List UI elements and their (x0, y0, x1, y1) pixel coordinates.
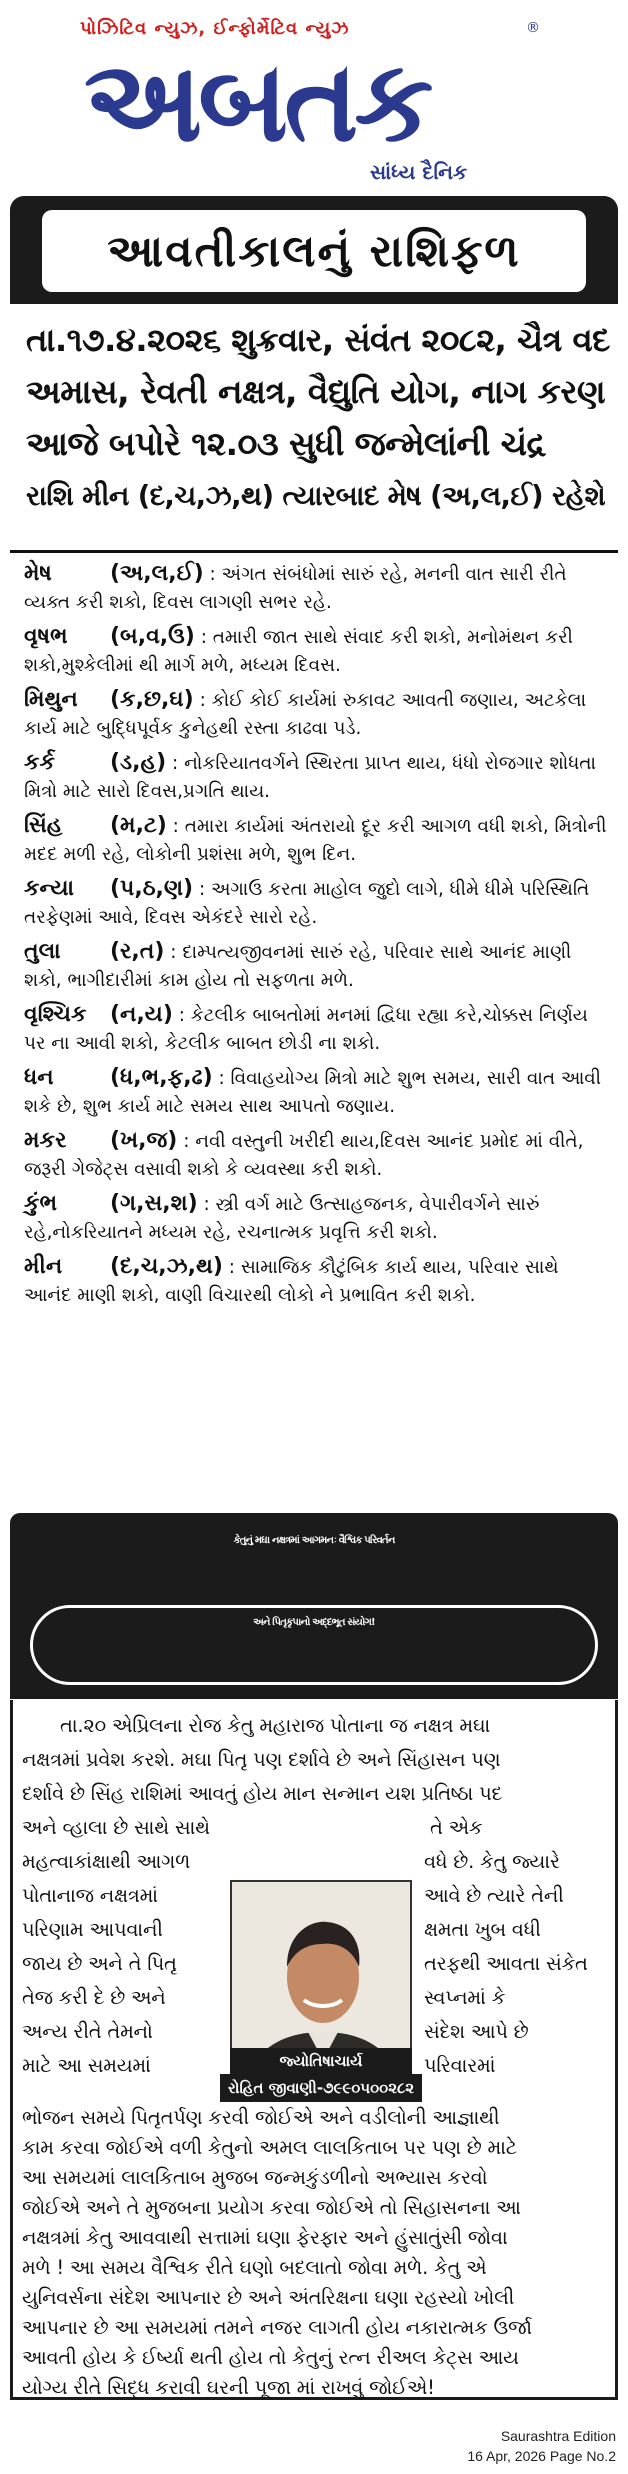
rashi-letters: (ખ,જ) (110, 1128, 178, 1153)
rashi-text: : સ્ત્રી વર્ગ માટે ઉત્સાહજનક, વેપારીવર્ગને સારું રહે,નોકરિયાતને મધ્યમ રહે, રચનાત્મક પ્રવૃત્તિ કરી શકો. (24, 1194, 540, 1243)
article-line: યુનિવર્સના સંદેશ આપનાર છે અને અંતરિક્ષના ઘણા રહસ્યો ખોલી (22, 2286, 515, 2309)
rashi-item-kark (10, 745, 618, 808)
article-line: ભોજન સમયે પિતૃતર્પણ કરવી જોઈએ અને વડીલોની આજ્ઞાથી (22, 2106, 500, 2129)
panchang-line: અમાસ, રેવતી નક્ષત્ર, વૈદ્યુતિ યોગ, નાગ કરણ (26, 372, 605, 411)
rashifal-title: આવતીકાલનું રાશિફળ (42, 210, 586, 292)
panchang-line: આજે બપોરે ૧૨.૦૩ સુધી જન્મેલાંની ચંદ્ર (26, 424, 546, 463)
article-line: તા.૨૦ એપ્રિલના રોજ કેતુ મહારાજ પોતાના જ નક્ષત્ર મઘા (60, 1714, 491, 1737)
rashi-name: વૃષભ (24, 624, 68, 649)
article-line: તેજ કરી દે છે અને (22, 1986, 166, 2009)
article-line: મહત્વાકાંક્ષાથી આગળ (22, 1850, 191, 1873)
article-line: સ્વપ્નમાં કે (424, 1986, 506, 2009)
rashi-letters: (ન,ય) (110, 1002, 173, 1027)
date-page-label: 16 Apr, 2026 Page No.2 (467, 2448, 616, 2464)
rashi-name: મિથુન (24, 687, 78, 712)
rashi-name: તુલા (24, 939, 61, 964)
rashifal-header (10, 196, 618, 304)
rashi-letters: (અ,લ,ઈ) (110, 561, 204, 586)
article-header (10, 1513, 618, 1699)
rashi-item-tula (10, 934, 618, 997)
rashi-name: મીન (24, 1254, 63, 1279)
article-line: અને વ્હાલા છે સાથે સાથે (22, 1816, 210, 1839)
article-line: નક્ષત્રમાં પ્રવેશ કરશે. મઘા પિતૃ પણ દર્શાવે છે અને સિંહાસન પણ (22, 1748, 501, 1771)
article-line: જોઈએ અને તે મુજબના પ્રયોગ કરવા જોઈએ તો સિહાસનના આ (22, 2196, 521, 2219)
rashi-letters: (ધ,ભ,ફ,ઢ) (110, 1065, 213, 1090)
article-line: આ સમયમાં લાલકિતાબ મુજબ જન્મકુંડળીનો અભ્યાસ કરવો (22, 2166, 488, 2189)
article-title-line-1: કેતુનું મઘા નક્ષત્રમાં આગમનઃ વૈશ્વિક પરિવર્તન (233, 1535, 395, 1546)
rashi-text: : કોઈ કોઈ કાર્યમાં રુકાવટ આવતી જણાય, અટકેલા કાર્ય માટે બુદ્ધિપૂર્વક કુનેહથી રસ્તા કાઢવા પડે. (24, 690, 587, 739)
article-line: આવે છે ત્યારે તેની (424, 1884, 564, 1907)
rashi-name: ધન (24, 1065, 54, 1090)
rashi-text: : સામાજિક કૌટુંબિક કાર્ય થાય, પરિવાર સાથે આનંદ માણી શકો, વાણી વિચારથી લોકો ને પ્રભાવિત કરી શકો. (24, 1257, 559, 1306)
rashi-list (10, 556, 618, 1312)
rashi-letters: (પ,ઠ,ણ) (110, 876, 194, 901)
rashi-item-kanya (10, 871, 618, 934)
masthead-subtitle: સાંધ્ય દૈનિક (370, 160, 468, 184)
rashi-text: : નવી વસ્તુની ખરીદી થાય,દિવસ આનંદ પ્રમોદ માં વીતે, જરૂરી ગેજેટ્સ વસાવી શકો કે વ્યવસ્થા કરી શકો. (24, 1131, 584, 1180)
rashi-text: : તમારી જાત સાથે સંવાદ કરી શકો, મનોમંથન કરી શકો,મુશ્કેલીમાં થી માર્ગ મળે, મધ્યમ દિવસ. (24, 627, 573, 676)
rashi-letters: (ક,છ,ઘ) (110, 687, 194, 712)
article-line: અન્ય રીતે તેમનો (22, 2020, 153, 2043)
divider (10, 550, 618, 553)
article-line: માટે આ સમયમાં (22, 2054, 151, 2077)
rashi-text: : અગાઉ કરતા માહોલ જુદો લાગે, ધીમે ધીમે પરિસ્થિતિ તરફેણમાં આવે, દિવસ એકંદરે સારો રહે. (24, 879, 590, 928)
rashi-item-sinh (10, 808, 618, 871)
rashi-name: કર્ક (24, 750, 56, 775)
article-line: વધે છે. કેતુ જ્યારે (424, 1850, 560, 1873)
article-line: દર્શાવે છે સિંહ રાશિમાં આવતું હોય માન સન્માન યશ પ્રતિષ્ઠા પદ (22, 1782, 503, 1805)
rashi-letters: (બ,વ,ઉ) (110, 624, 195, 649)
rashi-item-mesh (10, 556, 618, 619)
rashi-name: સિંહ (24, 813, 63, 838)
article-title-line-2: અને પિતૃકૃપાનો અદ્દભૂત સંયોગ! (253, 1617, 375, 1628)
rashi-letters: (ગ,સ,શ) (110, 1191, 198, 1216)
panchang-block (10, 308, 618, 522)
article-line: પરિણામ આપવાની (22, 1918, 163, 1941)
photo-caption-name: રોહિત જીવાણી-૭૯૯૦૫૦૦૨૮૨ (220, 2074, 422, 2102)
article-line: સંદેશ આપે છે (424, 2020, 529, 2043)
registered-mark-icon: ® (526, 20, 540, 36)
panchang-line: તા.૧૭.૪.૨૦૨૬ શુક્રવાર, સંવંત ૨૦૮૨, ચૈત્ર વદ (26, 321, 610, 359)
rashi-text: : નોકરિયાતવર્ગને સ્થિરતા પ્રાપ્ત થાય, ધંધો રોજગાર શોધતા મિત્રો માટે સારો દિવસ,પ્રગતિ થાય. (24, 753, 596, 802)
rashi-item-mithun (10, 682, 618, 745)
article-line: જાય છે અને તે પિતૃ (22, 1952, 177, 1975)
article-line: ક્ષમતા ખુબ વધી (424, 1918, 541, 1941)
article-line: આપનાર છે આ સમયમાં તમને નજર લાગતી હોય નકારાત્મક ઉર્જા (22, 2316, 532, 2339)
rashi-text: : દામ્પત્યજીવનમાં સારું રહે, પરિવાર સાથે આનંદ માણી શકો, ભાગીદારીમાં કામ હોય તો સફળતા મળે. (24, 942, 572, 991)
article-line: નક્ષત્રમાં કેતુ આવવાથી સત્તામાં ઘણા ફેરફાર અને હુંસાતુંસી જોવા (22, 2226, 508, 2249)
rashi-item-vrushchik (10, 997, 618, 1060)
article-line: આવતી હોય કે ઈર્ષ્યા થતી હોય તો કેતુનું રત્ન રીઅલ કેટ્સ આય (22, 2346, 519, 2369)
rashi-item-vrushabh (10, 619, 618, 682)
photo-caption-role: જ્યોતિષાચાર્ય (230, 2048, 412, 2074)
rashi-text: : અંગત સંબંધોમાં સારું રહે, મનની વાત સારી રીતે વ્યક્ત કરી શકો, દિવસ લાગણી સભર રહે. (24, 564, 567, 613)
article-line: તરફથી આવતા સંકેત (424, 1952, 588, 1975)
rashi-item-kumbh (10, 1186, 618, 1249)
article-line: મળે ! આ સમય વૈશ્વિક રીતે ઘણો બદલાતો જોવા મળે. કેતુ એ (22, 2256, 487, 2279)
rashi-text: : તમારા કાર્યમાં અંતરાયો દૂર કરી આગળ વધી શકો, મિત્રોની મદદ મળી રહે, લોકોની પ્રશંસા મળે, શુભ દિન. (24, 816, 607, 865)
article-line: પરિવારમાં (424, 2054, 496, 2077)
brand-logo (80, 40, 550, 160)
rashi-item-meen (10, 1249, 618, 1312)
rashi-item-dhan (10, 1060, 618, 1123)
article-line: યોગ્ય રીતે સિદ્ધ કરાવી ઘરની પૂજા માં રાખવું જોઈએ! (22, 2376, 435, 2399)
rashi-name: વૃશ્ચિક (24, 1002, 87, 1027)
rashi-letters: (ર,ત) (110, 939, 165, 964)
article-line: કામ કરવા જોઈએ વળી કેતુનો અમલ લાલકિતાબ પર પણ છે માટે (22, 2136, 517, 2159)
rashi-name: કન્યા (24, 876, 74, 901)
rashi-letters: (ડ,હ) (110, 750, 167, 775)
masthead (0, 0, 628, 190)
rashi-name: મકર (24, 1128, 67, 1153)
panchang-line: રાશિ મીન (દ,ચ,ઝ,થ) ત્યારબાદ મેષ (અ,લ,ઈ) રહેશે (26, 480, 606, 512)
edition-label: Saurashtra Edition (500, 2428, 616, 2444)
rashi-item-makar (10, 1123, 618, 1186)
article-line: પોતાનાજ નક્ષત્રમાં (22, 1884, 158, 1907)
masthead-tagline: પોઝિટિવ ન્યુઝ, ઈન્ફોર્મેટિવ ન્યુઝ (80, 18, 350, 39)
brand-logo-text: અબતક (84, 40, 430, 160)
rashi-letters: (મ,ટ) (110, 813, 167, 838)
article-line: તે એક (430, 1816, 483, 1839)
rashi-name: મેષ (24, 561, 52, 586)
rashi-letters: (દ,ચ,ઝ,થ) (110, 1254, 223, 1279)
rashi-text: : વિવાહયોગ્ય મિત્રો માટે શુભ સમય, સારી વાત આવી શકે છે, શુભ કાર્ય માટે સમય સાથ આપતો જણાય. (24, 1068, 601, 1117)
rashi-text: : કેટલીક બાબતોમાં મનમાં દ્વિધા રહ્યા કરે,ચોક્કસ નિર્ણય પર ના આવી શકો, કેટલીક બાબત છોડી ના શકો. (24, 1005, 588, 1054)
rashi-name: કુંભ (24, 1191, 58, 1216)
